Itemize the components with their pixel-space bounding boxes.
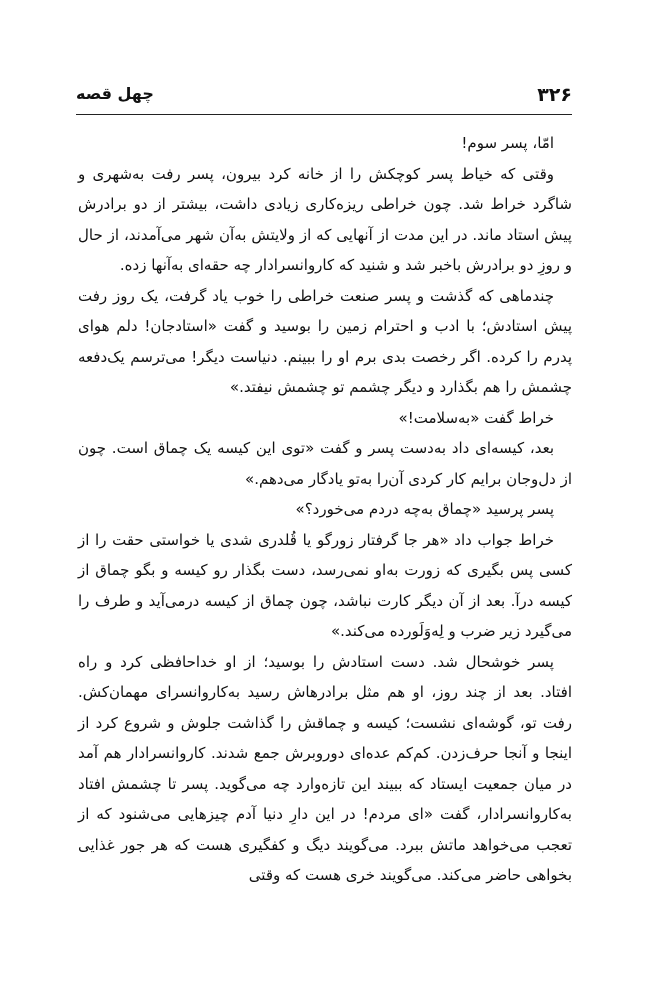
paragraph: پسر پرسید «چماق به‌چه دردم می‌خورد؟»: [295, 500, 554, 518]
page-header: [76, 80, 572, 120]
paragraph: خراط جواب داد «هر جا گرفتار زورگو یا قُلدری شدی یا خواستی حقت را از کسی پس بگیری که زورت به‌او نمی‌رسد، دست بگذار رو کیسه و بگو چماق از کیسه درآ. بعد از آن دیگر کارت نباشد، چون چماق از کیسه درمی‌آید و طرف را می‌گیرد زیر ضرب و لِه‌وَلَورده می‌کند.»: [78, 530, 572, 640]
paragraph: خراط گفت «به‌سلامت!»: [398, 408, 554, 427]
body-text: [78, 128, 572, 891]
paragraph: امّا، پسر سوم!: [461, 134, 554, 152]
paragraph: چندماهی که گذشت و پسر صنعت خراطی را خوب یاد گرفت، یک روز رفت پیش استادش؛ با ادب و احترام زمین را بوسید و گفت «استادجان! دلم هوای پدرم را کرده. اگر رخصت بدی برم او را ببینم. دنیاست دیگر! می‌ترسم یک‌دفعه چشمش را هم بگذارد و دیگر چشمم تو چشمش نیفتد.»: [78, 286, 572, 396]
paragraph: وقتی که خیاط پسر کوچکش را از خانه کرد بیرون، پسر رفت به‌شهری و شاگرد خراط شد. چون خراطی ریزه‌کاری زیادی داشت، بیشتر از دو برادرش پیش استاد ماند. در این مدت از آنهایی که از ولایتش به‌آن شهر می‌آمدند، از حال و روزِ دو برادرش باخبر شد و شنید که کاروانسرادار چه حقه‌ای به‌آنها زده.: [78, 164, 572, 274]
running-title: چهل قصه: [76, 84, 154, 103]
paragraph: پسر خوشحال شد. دست استادش را بوسید؛ از او خداحافظی کرد و راه افتاد. بعد از چند روز، او هم مثل برادرهاش رسید به‌کاروانسرای مهمان‌کش. رفت تو، گوشه‌ای نشست؛ کیسه و چماقش را گذاشت جلوش و شروع کرد از اینجا و آنجا حرف‌زدن. کم‌کم عده‌ای دوروبرش جمع شدند. کاروانسرادار هم آمد در میان جمعیت ایستاد که ببیند این تازه‌وارد چه می‌گوید. پسر تا چشمش افتاد به‌کاروانسرادار، گفت «ای مردم! در این دارِ دنیا آدم چیزهایی می‌شنود که از تعجب می‌خواهد ماتش ببرد. می‌گویند دیگ و کفگیری هست که هر جور غذایی بخواهی حاضر می‌کند. می‌گویند خری هست که وقتی: [78, 652, 572, 884]
paragraph: بعد، کیسه‌ای داد به‌دست پسر و گفت «توی این کیسه یک چماق است. چون از دل‌وجان برایم کار کردی آن‌را به‌تو یادگار می‌دهم.»: [78, 439, 572, 488]
page-number: ۳۲۶: [537, 84, 572, 106]
header-rule: [76, 114, 572, 115]
